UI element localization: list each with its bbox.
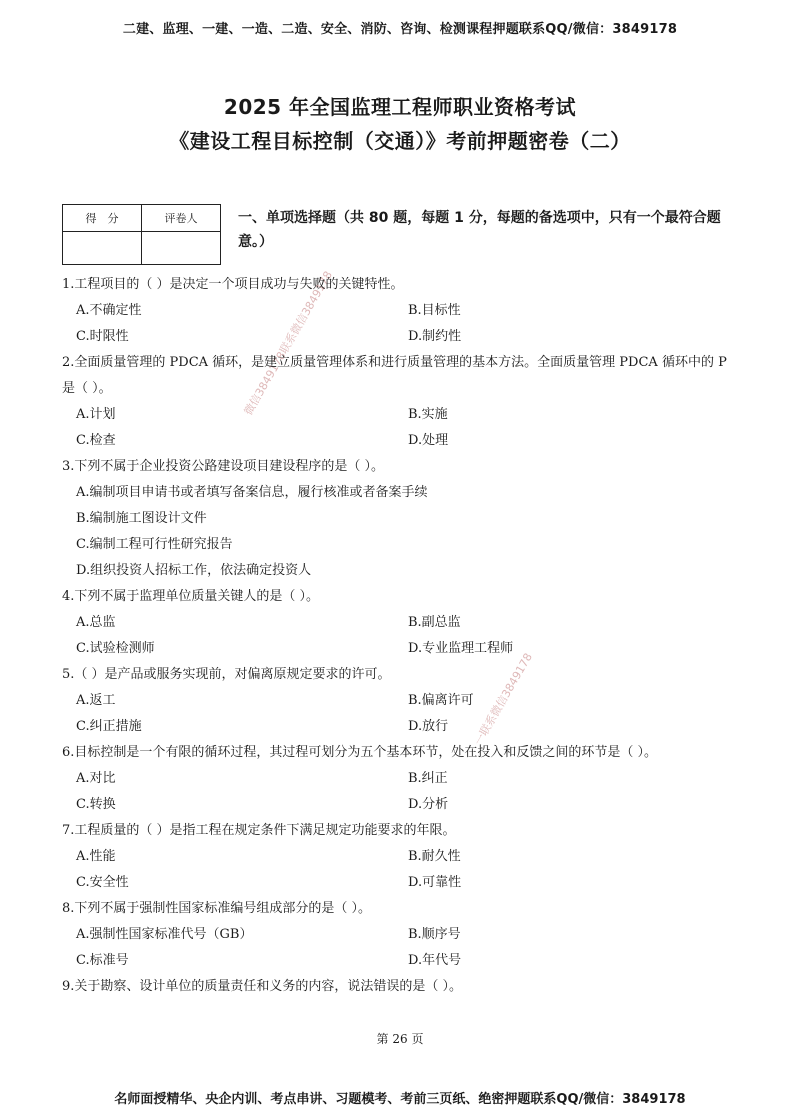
option: C.标准号 <box>76 953 129 968</box>
question-item <box>62 740 740 818</box>
watermark: 微信3849178联系微信3849178 <box>241 268 335 418</box>
score-table <box>62 204 221 265</box>
option-group <box>62 766 740 818</box>
option: A.不确定性 <box>76 303 142 318</box>
option: D.分析 <box>408 797 449 812</box>
page-number: 第 26 页 <box>376 1032 424 1046</box>
option: B.耐久性 <box>408 849 461 864</box>
section-heading: 一、单项选择题（共 80 题，每题 1 分，每题的备选项中，只有一个最符合题意。） <box>238 210 721 250</box>
option-group <box>62 298 740 350</box>
option: D.可靠性 <box>408 875 462 890</box>
option: B.编制施工图设计文件 <box>76 511 207 526</box>
grader-header: 评卷人 <box>142 205 221 232</box>
option: D.处理 <box>408 433 449 448</box>
option: A.性能 <box>76 849 116 864</box>
option: B.纠正 <box>408 771 448 786</box>
option: C.转换 <box>76 797 116 812</box>
question-stem: 8.下列不属于强制性国家标准编号组成部分的是（ ）。 <box>62 901 372 916</box>
option-group <box>62 402 740 454</box>
option: A.返工 <box>76 693 116 708</box>
question-stem: 5.（ ）是产品或服务实现前，对偏离原规定要求的许可。 <box>62 667 391 682</box>
option: B.目标性 <box>408 303 461 318</box>
option: D.放行 <box>408 719 449 734</box>
option: D.年代号 <box>408 953 462 968</box>
question-stem: 4.下列不属于监理单位质量关键人的是（ ）。 <box>62 589 320 604</box>
option: C.纠正措施 <box>76 719 142 734</box>
question-item <box>62 974 740 1000</box>
header-banner: 二建、监理、一建、一造、二造、安全、消防、咨询、检测课程押题联系QQ/微信：3849178 <box>122 22 678 37</box>
score-cell <box>63 232 142 265</box>
grader-cell <box>142 232 221 265</box>
question-item <box>62 662 740 740</box>
option: C.编制工程可行性研究报告 <box>76 537 233 552</box>
option: D.专业监理工程师 <box>408 641 514 656</box>
option-group <box>62 610 740 662</box>
option: C.检查 <box>76 433 116 448</box>
option: A.编制项目申请书或者填写备案信息，履行核准或者备案手续 <box>76 485 428 500</box>
question-item <box>62 584 740 662</box>
option: D.制约性 <box>408 329 462 344</box>
option: A.计划 <box>76 407 116 422</box>
question-item <box>62 272 740 350</box>
question-stem: 9.关于勘察、设计单位的质量责任和义务的内容，说法错误的是（ ）。 <box>62 979 463 994</box>
option: B.实施 <box>408 407 448 422</box>
option: C.试验检测师 <box>76 641 155 656</box>
option-group <box>62 844 740 896</box>
option-group <box>62 922 740 974</box>
question-stem: 7.工程质量的（ ）是指工程在规定条件下满足规定功能要求的年限。 <box>62 823 456 838</box>
question-list <box>62 272 740 1000</box>
option: A.总监 <box>76 615 116 630</box>
question-item <box>62 818 740 896</box>
option: D.组织投资人招标工作，依法确定投资人 <box>76 563 312 578</box>
option-group <box>62 480 740 584</box>
question-stem: 6.目标控制是一个有限的循环过程，其过程可划分为五个基本环节，处在投入和反馈之间的环节是（ ）。 <box>62 745 658 760</box>
exam-title-line-1: 2025 年全国监理工程师职业资格考试 <box>223 95 577 119</box>
exam-title-line-2: 《建设工程目标控制（交通）》考前押题密卷（二） <box>169 129 631 153</box>
option: C.安全性 <box>76 875 129 890</box>
option: C.时限性 <box>76 329 129 344</box>
question-stem: 2.全面质量管理的 PDCA 循环，是建立质量管理体系和进行质量管理的基本方法。全面质量管理 PDCA 循环中的 P 是（ ）。 <box>62 355 727 396</box>
question-stem: 1.工程项目的（ ）是决定一个项目成功与失败的关键特性。 <box>62 277 404 292</box>
watermark: 一联系微信3849178 <box>471 650 535 748</box>
score-header: 得 分 <box>63 205 142 232</box>
option: B.顺序号 <box>408 927 461 942</box>
question-item <box>62 350 740 454</box>
question-item <box>62 454 740 584</box>
title-block <box>0 90 800 158</box>
option: A.对比 <box>76 771 116 786</box>
footer-banner: 名师面授精华、央企内训、考点串讲、习题模考、考前三页纸、绝密押题联系QQ/微信：3849178 <box>114 1092 686 1107</box>
option: B.偏离许可 <box>408 693 474 708</box>
option-group <box>62 688 740 740</box>
option: B.副总监 <box>408 615 461 630</box>
question-item <box>62 896 740 974</box>
question-stem: 3.下列不属于企业投资公路建设项目建设程序的是（ ）。 <box>62 459 385 474</box>
option: A.强制性国家标准代号（GB） <box>76 927 253 942</box>
